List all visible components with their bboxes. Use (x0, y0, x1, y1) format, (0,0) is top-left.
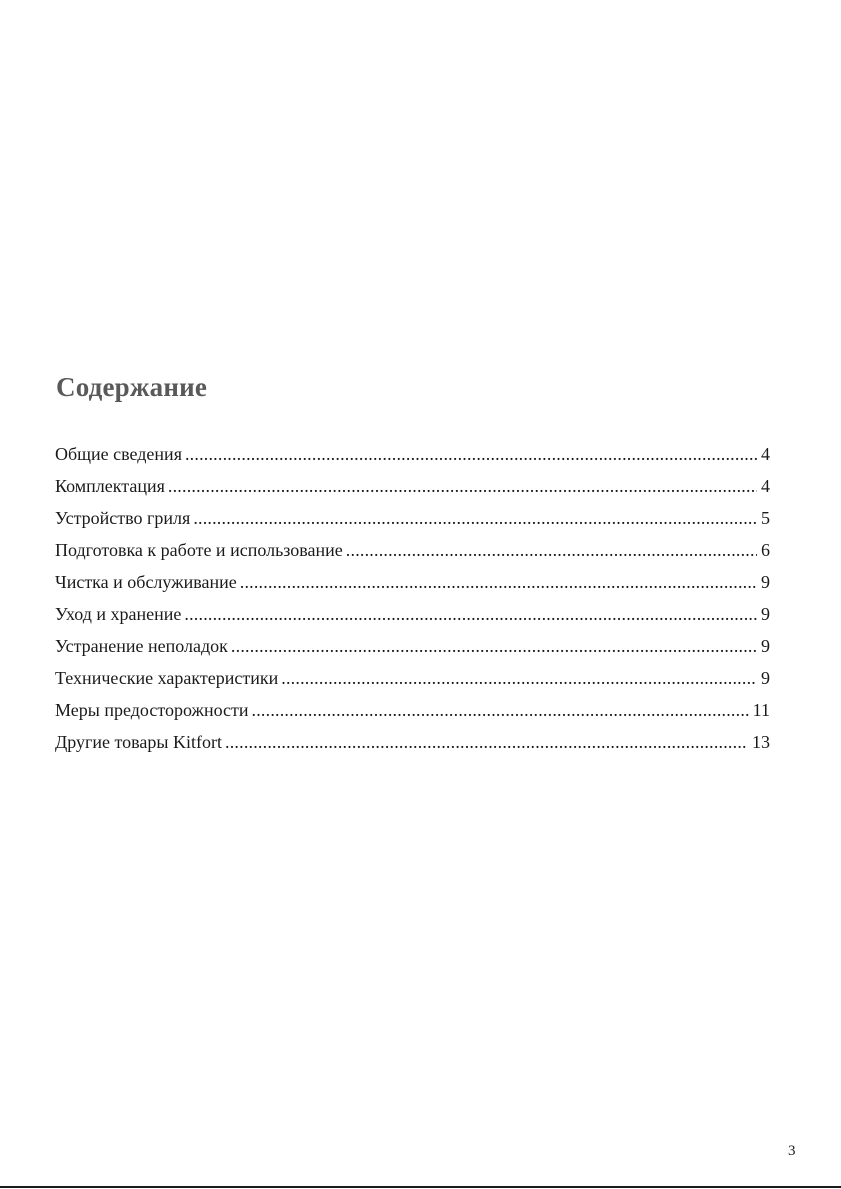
toc-entry-page: 6 (761, 540, 770, 560)
toc-title: Содержание (56, 372, 208, 402)
toc-entry-label: Устранение неполадок (55, 636, 228, 656)
toc-entry-label: Чистка и обслуживание (55, 572, 237, 592)
toc-dot-leader (240, 570, 757, 594)
toc-dot-leader (252, 698, 749, 722)
toc-dot-leader (184, 602, 757, 626)
toc-dot-leader (281, 666, 757, 690)
toc-entry-page: 9 (761, 572, 770, 592)
toc-entry-label: Меры предосторожности (55, 700, 249, 720)
toc-entry-safety-precautions[interactable] (55, 698, 770, 730)
toc-entry-package-contents[interactable] (55, 474, 770, 506)
toc-entry-page: 5 (761, 508, 770, 528)
toc-entry-page: 9 (761, 636, 770, 656)
bottom-divider (0, 1186, 841, 1188)
toc-entry-label: Подготовка к работе и использование (55, 540, 343, 560)
toc-dot-leader (168, 474, 757, 498)
toc-dot-leader (231, 634, 757, 658)
page-number: 3 (788, 1143, 796, 1159)
toc-dot-leader (185, 442, 757, 466)
table-of-contents (55, 442, 770, 762)
toc-entry-page: 4 (761, 444, 770, 464)
toc-entry-other-kitfort-products[interactable] (55, 730, 770, 762)
toc-entry-preparation-and-use[interactable] (55, 538, 770, 570)
toc-entry-label: Общие сведения (55, 444, 182, 464)
toc-entry-page: 9 (761, 668, 770, 688)
toc-entry-label: Технические характеристики (55, 668, 279, 688)
toc-entry-troubleshooting[interactable] (55, 634, 770, 666)
toc-dot-leader (346, 538, 757, 562)
toc-dot-leader (225, 730, 748, 754)
toc-entry-page: 13 (752, 732, 770, 752)
toc-entry-label: Другие товары Kitfort (55, 732, 223, 752)
toc-entry-label: Комплектация (55, 476, 165, 496)
toc-entry-care-and-storage[interactable] (55, 602, 770, 634)
toc-entry-cleaning-and-maintenance[interactable] (55, 570, 770, 602)
toc-entry-label: Уход и хранение (55, 604, 182, 624)
toc-dot-leader (193, 506, 757, 530)
toc-entry-page: 4 (761, 476, 770, 496)
toc-entry-grill-design[interactable] (55, 506, 770, 538)
toc-entry-page: 9 (761, 604, 770, 624)
toc-entry-general-info[interactable] (55, 442, 770, 474)
toc-entry-page: 11 (752, 700, 770, 720)
toc-entry-specifications[interactable] (55, 666, 770, 698)
toc-entry-label: Устройство гриля (55, 508, 191, 528)
